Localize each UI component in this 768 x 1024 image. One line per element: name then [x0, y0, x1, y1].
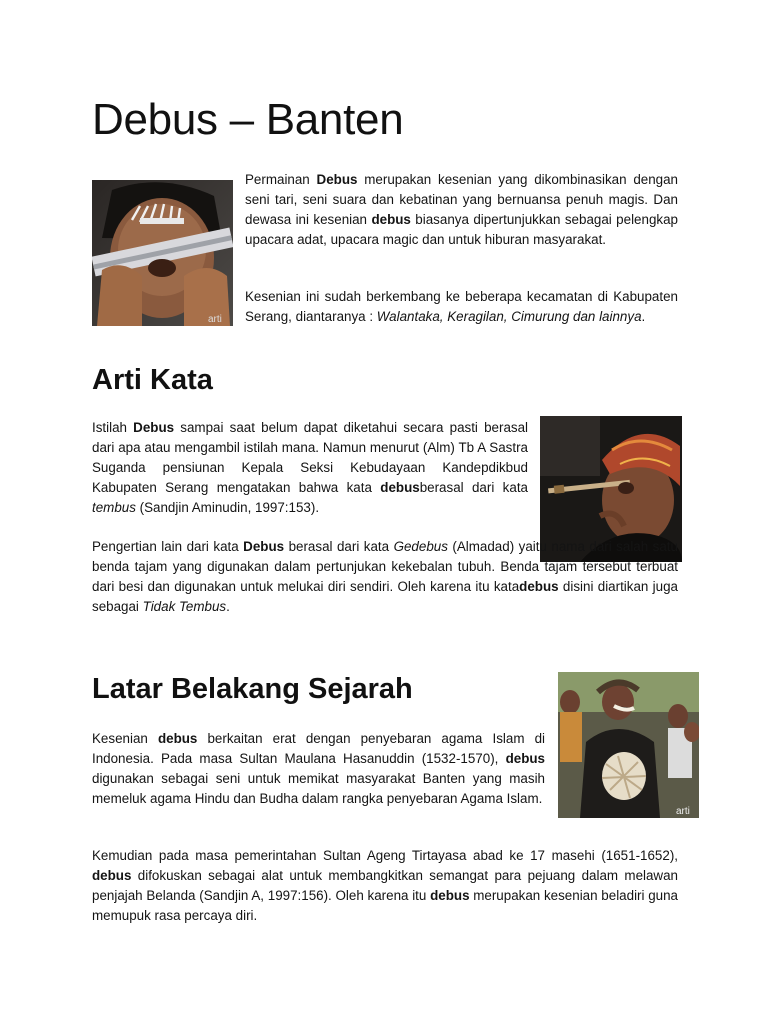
- arti-kata-paragraph-2: [92, 537, 678, 617]
- text-run: Pengertian lain dari kata: [92, 539, 244, 554]
- debus-performer-photo-3: [558, 672, 699, 818]
- bold-term: debus: [157, 731, 198, 746]
- bold-term: debus: [371, 212, 411, 227]
- text-run: (Sandjin Aminudin, 1997:153).: [135, 500, 320, 515]
- text-run: Kesenian: [92, 731, 158, 746]
- text-run: Permainan: [245, 172, 317, 187]
- bold-term: debus: [92, 868, 132, 883]
- text-run: (Almadad) yaitu nama dari salah satu benda tajam yang digunakan dalam pertunjukan kekebalan tubuh. Benda tajam tersebut terbuat dari besi dan digunakan untuk melukai diri sendiri. Oleh karena itu kata: [92, 539, 678, 594]
- page-title: Debus – Banten: [92, 95, 404, 144]
- bold-term: Debus: [316, 172, 358, 187]
- debus-performer-photo-1: [92, 180, 233, 326]
- text-run: Istilah: [92, 420, 134, 435]
- bold-term: Debus: [133, 420, 175, 435]
- text-run: difokuskan sebagai alat untuk membangkitkan semangat para pejuang dalam melawan penjajah Belanda (Sandjin A, 1997:156). Oleh karena itu: [92, 868, 678, 903]
- text-run: merupakan kesenian beladiri guna memupuk rasa percaya diri.: [92, 888, 678, 923]
- text-run: disini diartikan juga sebagai: [92, 579, 678, 614]
- bold-term: debus: [430, 888, 470, 903]
- text-run: sampai saat belum dapat diketahui secara pasti berasal dari apa atau mengambil istilah mana. Namun menurut (Alm) Tb A Sastra Suganda pensiunan Kepala Seksi Kebudayaan Kandepdikbud Kabupaten Serang mengatakan bahwa kata: [92, 420, 529, 495]
- italic-term: tembus: [92, 500, 136, 515]
- arti-kata-paragraph-1: [92, 418, 528, 518]
- intro-paragraph-1: [245, 170, 678, 250]
- text-run: merupakan kesenian yang dikombinasikan dengan seni tari, seni suara dan kebatinan yang bernuansa penuh magis. Dan dewasa ini kesenian: [245, 172, 678, 227]
- bold-term: debus: [380, 480, 420, 495]
- heading-latar-belakang-sejarah: Latar Belakang Sejarah: [92, 673, 413, 705]
- bold-term: Debus: [243, 539, 285, 554]
- text-run: berkaitan erat dengan penyebaran agama Islam di Indonesia. Pada masa Sultan Maulana Hasanuddin (1532-1570),: [92, 731, 545, 766]
- text-run: Kesenian ini sudah berkembang ke beberapa kecamatan di Kabupaten Serang, diantaranya :: [245, 289, 678, 324]
- text-run: biasanya dipertunjukkan sebagai pelengkap upacara adat, upacara magic dan untuk hiburan masyarakat.: [245, 212, 678, 247]
- italic-term: Gedebus: [393, 539, 448, 554]
- latar-paragraph-2: [92, 846, 678, 926]
- photo-1-watermark: arti: [208, 314, 222, 325]
- bold-term: debus: [519, 579, 559, 594]
- italic-term: Walantaka, Keragilan, Cimurung dan lainnya: [376, 309, 642, 324]
- latar-paragraph-1: [92, 729, 545, 809]
- intro-paragraph-2: [245, 287, 678, 327]
- bold-term: debus: [505, 751, 545, 766]
- italic-term: Tidak Tembus: [142, 599, 227, 614]
- text-run: .: [641, 309, 646, 324]
- text-run: berasal dari kata: [284, 539, 394, 554]
- text-run: berasal dari kata: [419, 480, 528, 495]
- text-run: Kemudian pada masa pemerintahan Sultan Ageng Tirtayasa abad ke 17 masehi (1651-1652),: [92, 848, 678, 863]
- text-run: digunakan sebagai seni untuk memikat masyarakat Banten yang masih memeluk agama Hindu dan Budha dalam rangka penyebaran Agama Islam.: [92, 771, 545, 806]
- text-run: .: [226, 599, 230, 614]
- photo-3-watermark: arti: [676, 806, 690, 817]
- heading-arti-kata: Arti Kata: [92, 364, 213, 396]
